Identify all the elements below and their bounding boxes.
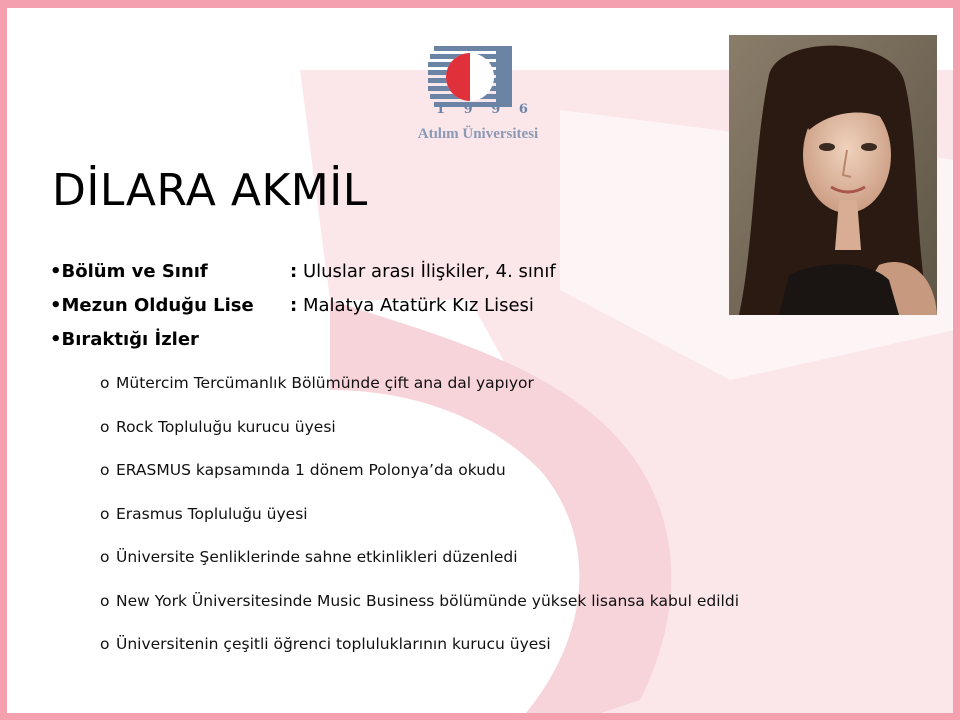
- list-item-text: Rock Topluluğu kurucu üyesi: [116, 417, 336, 436]
- list-item: [100, 635, 860, 679]
- field-achievements: [50, 329, 730, 363]
- list-item-text: Mütercim Tercümanlık Bölümünde çift ana dal yapıyor: [116, 374, 534, 392]
- field-value: [290, 295, 534, 316]
- field-label-text: Mezun Olduğu Lise: [61, 295, 254, 316]
- field-label-text: Bölüm ve Sınıf: [61, 261, 208, 282]
- list-marker: o: [100, 635, 110, 653]
- info-fields: [50, 261, 730, 363]
- field-label: [50, 295, 254, 316]
- logo-year: [436, 102, 528, 117]
- list-item: [100, 461, 860, 505]
- list-item: [100, 548, 860, 592]
- list-item-text: Üniversitenin çeşitli öğrenci topluluklarının kurucu üyesi: [116, 635, 551, 653]
- field-colon: :: [290, 261, 298, 282]
- field-value-text: Malatya Atatürk Kız Lisesi: [302, 295, 534, 316]
- field-label-text: Bıraktığı İzler: [61, 329, 199, 350]
- list-item-text: Erasmus Topluluğu üyesi: [116, 504, 308, 523]
- achievements-list: [100, 374, 860, 679]
- logo-university-name: Atılım Üniversitesi: [417, 126, 539, 142]
- field-value: [290, 261, 556, 282]
- field-high-school: [50, 295, 730, 329]
- logo-year-digit: 6: [518, 102, 528, 117]
- list-marker: o: [100, 417, 110, 436]
- list-item: [100, 505, 860, 549]
- list-marker: o: [100, 591, 110, 610]
- bullet: •: [50, 295, 62, 316]
- logo-year-digit: 1: [436, 102, 446, 117]
- page-title: DİLARA AKMİL: [52, 165, 368, 216]
- logo-year-digit: 9: [491, 102, 501, 117]
- list-marker: o: [100, 504, 110, 523]
- list-marker: o: [100, 461, 110, 479]
- field-colon: :: [290, 295, 298, 316]
- list-marker: o: [100, 374, 110, 392]
- list-item: [100, 374, 860, 418]
- list-item: [100, 592, 860, 636]
- bullet: •: [50, 329, 62, 350]
- list-item-text: New York Üniversitesinde Music Business bölümünde yüksek lisansa kabul edildi: [116, 591, 739, 610]
- list-item-text: Üniversite Şenliklerinde sahne etkinlikleri düzenledi: [116, 548, 518, 566]
- field-label: [50, 329, 199, 350]
- logo-year-digit: 9: [463, 102, 473, 117]
- bullet: •: [50, 261, 62, 282]
- portrait-photo: [729, 35, 937, 315]
- list-item-text: ERASMUS kapsamında 1 dönem Polonya’da okudu: [116, 461, 506, 479]
- field-label: [50, 261, 208, 282]
- portrait-photo-icon: [729, 35, 937, 315]
- field-value-text: Uluslar arası İlişkiler, 4. sınıf: [302, 261, 556, 282]
- list-item: [100, 418, 860, 462]
- list-marker: o: [100, 548, 110, 566]
- field-department: [50, 261, 730, 295]
